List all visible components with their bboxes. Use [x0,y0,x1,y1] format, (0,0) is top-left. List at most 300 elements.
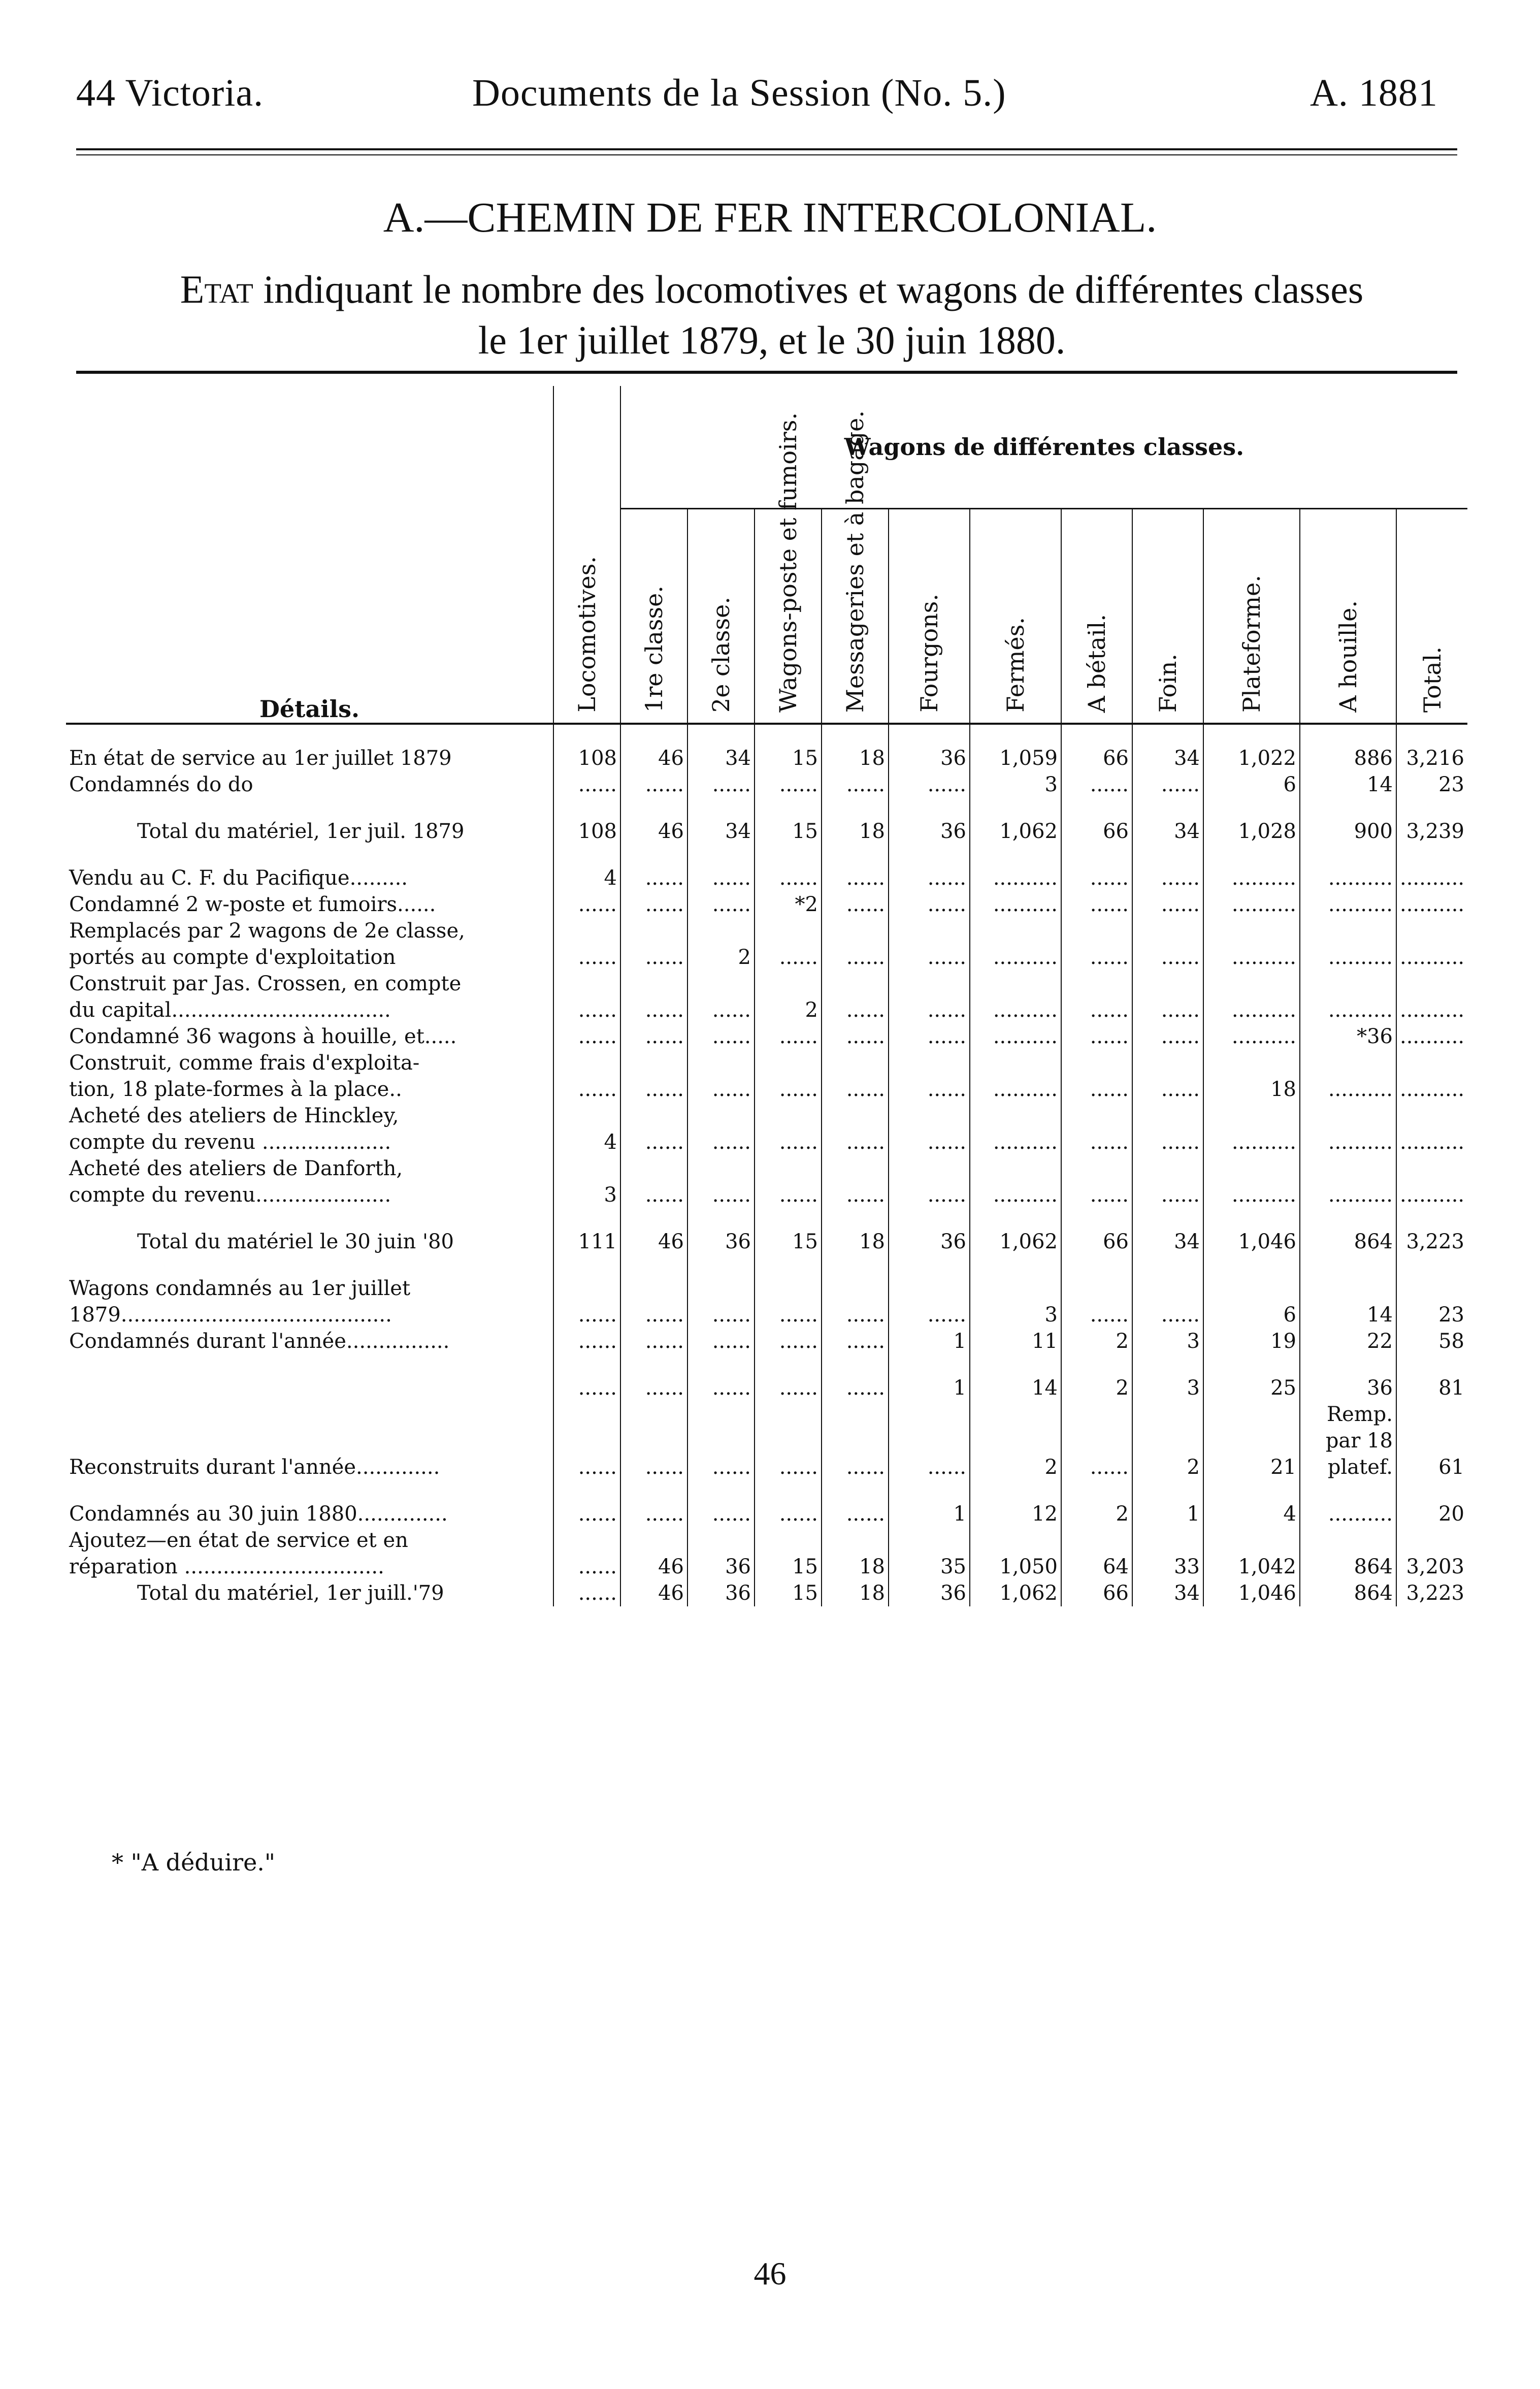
cell [553,918,620,944]
table-row [66,1454,1467,1480]
cell: ...... [620,1129,687,1155]
spacer-cell [889,1255,970,1275]
cell: 18 [822,1580,889,1606]
col-header-11 [1396,509,1467,724]
cell [1203,1527,1300,1554]
cell: ...... [822,1023,889,1050]
cell: 864 [1300,1229,1396,1255]
cell: 3 [970,771,1061,798]
spacer-cell [970,1354,1061,1375]
cell [553,1527,620,1554]
row-label: Condamnés durant l'année................ [69,1330,450,1353]
cell [755,1401,822,1428]
cell [1061,1428,1132,1454]
cell: ...... [889,1302,970,1328]
cell: ...... [822,1328,889,1354]
cell: 25 [1203,1375,1300,1401]
cell: ...... [620,997,687,1023]
cell [1300,1050,1396,1076]
table-row [66,1375,1467,1401]
cell: ...... [755,1375,822,1401]
spacer-cell [620,1255,687,1275]
cell: 46 [620,818,687,845]
cell: .......... [970,891,1061,918]
cell: ...... [889,1023,970,1050]
cell: ...... [620,865,687,891]
cell [970,1428,1061,1454]
cell: ...... [687,1454,755,1480]
spacer-cell [1061,1255,1132,1275]
cell: ...... [553,1328,620,1354]
row-label: Total du matériel le 30 juin '80 [137,1230,454,1253]
spacer-cell [822,724,889,745]
cell: .......... [1396,891,1467,918]
spacer-cell [889,724,970,745]
cell: 864 [1300,1580,1396,1606]
cell: 14 [970,1375,1061,1401]
spacer-cell [1300,1354,1396,1375]
spacer-cell [1132,845,1203,865]
cell: 3,223 [1396,1580,1467,1606]
spacer-cell [889,798,970,818]
cell: 21 [1203,1454,1300,1480]
spacer-cell [1203,724,1300,745]
cell [687,1428,755,1454]
cell: ...... [687,891,755,918]
cell: 1,046 [1203,1580,1300,1606]
cell: 6 [1203,1302,1300,1328]
cell: 15 [755,1554,822,1580]
cell: ...... [1061,1129,1132,1155]
cell: ...... [620,1302,687,1328]
row-label: portés au compte d'exploitation [69,946,396,969]
cell: 66 [1061,1229,1132,1255]
spacer-cell [1061,1354,1132,1375]
table-row [66,1229,1467,1255]
col-header-text-10: A houille. [1334,600,1362,713]
cell [1132,1103,1203,1129]
table-row [66,1076,1467,1103]
cell [889,971,970,997]
cell: .......... [970,997,1061,1023]
spacer-cell [822,1354,889,1375]
table-row [66,1554,1467,1580]
cell: 3,239 [1396,818,1467,845]
cell: 46 [620,1580,687,1606]
cell [1061,1050,1132,1076]
cell [1132,1155,1203,1182]
cell: ...... [1061,944,1132,971]
header-center: Documents de la Session (No. 5.) [472,72,1006,114]
spacer-cell [687,845,755,865]
spacer-cell [1061,798,1132,818]
cell [889,1527,970,1554]
cell [687,1275,755,1302]
spacer-cell [822,1208,889,1229]
table-row [66,771,1467,798]
spacer-cell [620,724,687,745]
cell [970,1401,1061,1428]
cell: 1,022 [1203,745,1300,771]
table-row [66,971,1467,997]
spacer-cell [755,845,822,865]
cell [620,1527,687,1554]
spacer-cell [1396,1255,1467,1275]
cell: ...... [822,891,889,918]
cell: 81 [1396,1375,1467,1401]
spacer-cell [66,798,553,818]
cell [553,1103,620,1129]
cell [970,1103,1061,1129]
cell [1300,1275,1396,1302]
row-label: tion, 18 plate-formes à la place.. [69,1078,402,1101]
cell: 66 [1061,1580,1132,1606]
cell [687,971,755,997]
spacer-cell [66,1255,553,1275]
col-header-text-7: A bétail. [1083,614,1110,713]
cell: .......... [1203,891,1300,918]
col-header-text-8: Foin. [1154,653,1182,713]
col-header-1 [620,509,687,724]
col-header-text-9: Plateforme. [1238,575,1265,713]
spacer-cell [822,845,889,865]
spacer-cell [620,1480,687,1501]
cell: ...... [1061,771,1132,798]
cell [1061,1155,1132,1182]
cell [1203,1155,1300,1182]
table-row [66,1401,1467,1428]
cell [822,1050,889,1076]
cell: ...... [755,944,822,971]
spacer-row [66,798,1467,818]
cell: ...... [687,1302,755,1328]
cell [755,1103,822,1129]
cell: 3 [1132,1375,1203,1401]
spacer-cell [620,798,687,818]
cell: .......... [1203,997,1300,1023]
spacer-row [66,1480,1467,1501]
cell [1203,1103,1300,1129]
cell: .......... [1300,997,1396,1023]
cell: ...... [1132,865,1203,891]
table-body [66,724,1467,1606]
cell: .......... [1300,1076,1396,1103]
cell [620,1050,687,1076]
cell: ...... [822,997,889,1023]
row-label: Total du matériel, 1er juill.'79 [137,1581,444,1605]
cell: ...... [687,1076,755,1103]
cell: 2 [1061,1501,1132,1527]
cell [889,1401,970,1428]
cell [553,1050,620,1076]
cell [889,1275,970,1302]
cell: 33 [1132,1554,1203,1580]
cell: 34 [1132,1580,1203,1606]
cell: ...... [553,1076,620,1103]
cell [822,1155,889,1182]
cell: 36 [687,1554,755,1580]
cell [889,1428,970,1454]
cell [822,1401,889,1428]
cell: ...... [1132,944,1203,971]
spacer-cell [755,1255,822,1275]
header-right: A. 1881 [1310,72,1438,114]
cell: ...... [1061,1182,1132,1208]
cell [970,971,1061,997]
spacer-cell [755,1208,822,1229]
cell [889,1050,970,1076]
row-label: Acheté des ateliers de Hinckley, [69,1104,399,1127]
spacer-cell [970,1480,1061,1501]
cell: ...... [687,1129,755,1155]
cell: .......... [1396,1023,1467,1050]
col-header-10 [1300,509,1396,724]
cell [1300,1103,1396,1129]
table-row [66,1428,1467,1454]
cell: 46 [620,1229,687,1255]
cell: ...... [822,944,889,971]
cell: ...... [620,891,687,918]
cell: 18 [822,1229,889,1255]
cell: 15 [755,745,822,771]
cell: ...... [620,944,687,971]
cell: 36 [889,1229,970,1255]
cell [1061,1103,1132,1129]
col-header-7 [1061,509,1132,724]
cell: ...... [889,944,970,971]
header-rule [76,148,1457,150]
cell [755,1527,822,1554]
cell [620,971,687,997]
cell: 6 [1203,771,1300,798]
table-row [66,745,1467,771]
cell [553,1401,620,1428]
cell: 2 [1061,1375,1132,1401]
spacer-cell [553,1480,620,1501]
spacer-cell [66,1208,553,1229]
cell: .......... [970,1129,1061,1155]
cell: 2 [1132,1454,1203,1480]
row-label: Remplacés par 2 wagons de 2e classe, [69,919,465,943]
cell: .......... [1203,944,1300,971]
cell: ...... [889,891,970,918]
cell: ...... [889,865,970,891]
cell [1061,1401,1132,1428]
cell: 20 [1396,1501,1467,1527]
cell: 19 [1203,1328,1300,1354]
cell: .......... [1300,1501,1396,1527]
cell: 36 [889,818,970,845]
cell: 36 [889,1580,970,1606]
spacer-row [66,724,1467,745]
cell [687,1103,755,1129]
cell: ...... [1061,1076,1132,1103]
cell [1061,971,1132,997]
spacer-cell [1061,724,1132,745]
cell: 3 [1132,1328,1203,1354]
cell [553,1275,620,1302]
cell [970,1155,1061,1182]
cell: 4 [553,865,620,891]
cell: 46 [620,1554,687,1580]
header-rule-2 [76,154,1457,155]
row-label [66,1375,553,1401]
cell: Remp. [1300,1401,1396,1428]
cell [1203,1428,1300,1454]
col-header-text-6: Fermés. [1002,617,1029,713]
cell [1203,1275,1300,1302]
cell: 3,203 [1396,1554,1467,1580]
cell [687,1050,755,1076]
spacer-cell [1396,798,1467,818]
cell: .......... [1300,944,1396,971]
cell: 2 [687,944,755,971]
spacer-cell [755,1480,822,1501]
table-row [66,1155,1467,1182]
cell: ...... [755,1129,822,1155]
cell [1132,1401,1203,1428]
cell: ...... [889,1182,970,1208]
spacer-cell [687,1480,755,1501]
row-label: Vendu au C. F. du Pacifique......... [69,866,408,890]
details-header: Détails. [66,386,553,724]
cell: 2 [755,997,822,1023]
spacer-row [66,1354,1467,1375]
cell: .......... [1300,1129,1396,1155]
spacer-cell [1300,1208,1396,1229]
cell: ...... [755,771,822,798]
col-header-0 [553,386,620,724]
cell: 864 [1300,1554,1396,1580]
cell [1132,1527,1203,1554]
table-row [66,1023,1467,1050]
cell: ...... [1061,891,1132,918]
cell [755,1428,822,1454]
rolling-stock-table [66,386,1467,1606]
spacer-cell [1061,845,1132,865]
spacer-cell [553,845,620,865]
spacer-cell [1203,1354,1300,1375]
spacer-cell [553,1354,620,1375]
cell: 66 [1061,818,1132,845]
spacer-cell [1300,845,1396,865]
row-label: réparation ............................... [69,1555,384,1578]
subtitle-line2: le 1er juillet 1879, et le 30 juin 1880. [478,318,1066,362]
cell: ...... [1061,1454,1132,1480]
cell: 15 [755,818,822,845]
spacer-cell [822,1255,889,1275]
cell [620,918,687,944]
spacer-cell [553,798,620,818]
spacer-cell [822,1480,889,1501]
spacer-cell [1132,1480,1203,1501]
cell: 111 [553,1229,620,1255]
cell: ...... [755,1501,822,1527]
spacer-cell [970,798,1061,818]
cell [1132,918,1203,944]
row-label: compte du revenu .................... [69,1131,391,1154]
spacer-cell [1300,1255,1396,1275]
cell: ...... [553,1554,620,1580]
cell: 61 [1396,1454,1467,1480]
spacer-cell [822,798,889,818]
cell: 18 [1203,1076,1300,1103]
cell: 900 [1300,818,1396,845]
title-rule [76,371,1457,374]
cell: 36 [1300,1375,1396,1401]
cell: 22 [1300,1328,1396,1354]
spacer-cell [66,1480,553,1501]
cell [822,1428,889,1454]
cell [822,1275,889,1302]
page-number: 46 [753,2255,787,2291]
cell [553,971,620,997]
spacer-cell [970,1255,1061,1275]
table-row [66,997,1467,1023]
col-header-text-11: Total. [1418,646,1446,713]
cell: ...... [1061,1023,1132,1050]
cell: ...... [1132,891,1203,918]
cell: 34 [687,818,755,845]
cell [1396,1527,1467,1554]
cell: .......... [1203,865,1300,891]
spacer-cell [620,1208,687,1229]
cell: ...... [620,1076,687,1103]
cell [1396,1050,1467,1076]
table-row [66,1050,1467,1076]
cell: 1 [889,1328,970,1354]
spacer-row [66,1255,1467,1275]
table-row [66,918,1467,944]
cell: ...... [889,771,970,798]
cell: 14 [1300,1302,1396,1328]
cell [687,918,755,944]
cell: .......... [1396,1129,1467,1155]
spacer-cell [1132,798,1203,818]
cell [620,1155,687,1182]
cell [889,918,970,944]
cell [755,1050,822,1076]
cell: .......... [1396,1182,1467,1208]
spacer-cell [66,1354,553,1375]
footnote: * "A déduire." [112,1849,276,1876]
cell [1300,1155,1396,1182]
cell: 34 [1132,1229,1203,1255]
table-row [66,1328,1467,1354]
cell: ...... [687,997,755,1023]
subtitle-lead: Etat [180,267,253,311]
spacer-cell [1300,1480,1396,1501]
cell [1132,1428,1203,1454]
cell [1061,1275,1132,1302]
cell: 3 [553,1182,620,1208]
cell [620,1103,687,1129]
wagons-group-header: Wagons de différentes classes. [620,386,1467,509]
spacer-cell [1396,1354,1467,1375]
spacer-cell [66,724,553,745]
cell: .......... [970,944,1061,971]
spacer-cell [755,724,822,745]
table-row [66,865,1467,891]
cell: 1,059 [970,745,1061,771]
spacer-cell [889,1480,970,1501]
spacer-cell [889,845,970,865]
cell: ...... [1132,997,1203,1023]
col-header-text-2: 2e classe. [707,596,735,713]
spacer-cell [1061,1480,1132,1501]
spacer-cell [687,798,755,818]
spacer-cell [1396,1480,1467,1501]
